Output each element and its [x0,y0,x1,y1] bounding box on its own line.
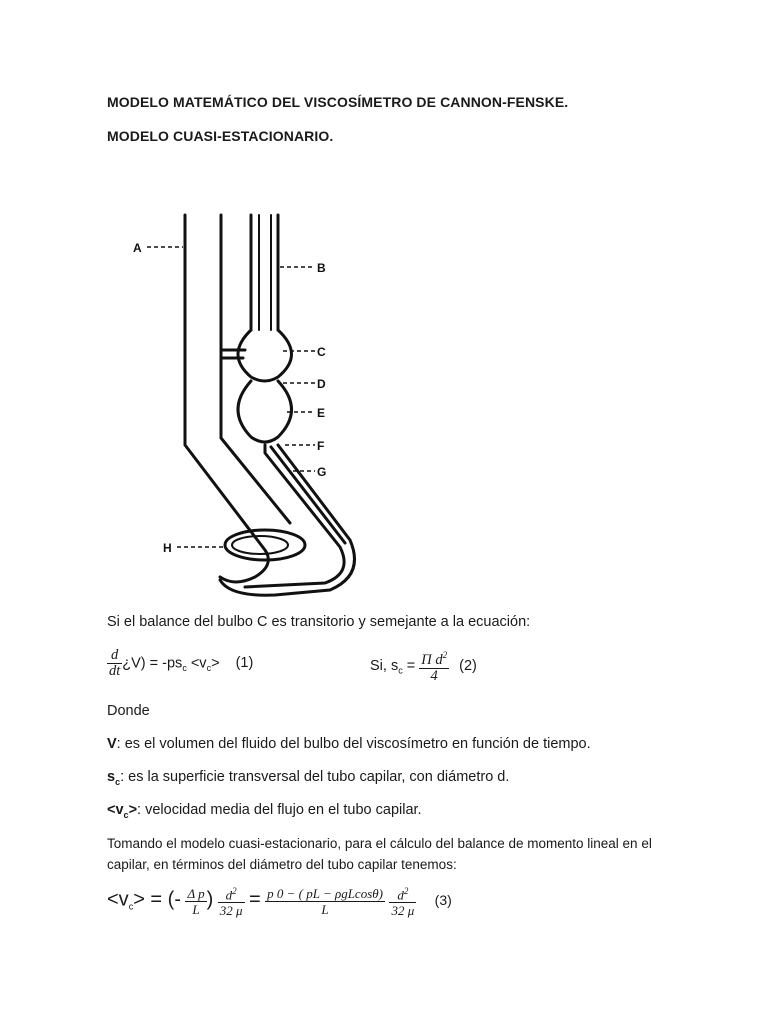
eq2-label: (2) [459,657,477,674]
derivative-fraction [107,648,122,679]
label-f: F [317,439,325,453]
document-subtitle: MODELO CUASI-ESTACIONARIO. [107,128,334,144]
eq3-sup2b: 2 [403,886,409,896]
label-b: B [317,261,326,275]
def-sc-key: s [107,769,116,785]
label-h: H [163,541,172,555]
def-vc-sub: c [123,809,129,820]
eq2-den: 4 [430,667,438,684]
derivative-den: dt [109,663,121,679]
def-vc-text: : velocidad media del flujo en el tubo capilar. [137,802,422,818]
eq2-sup: 2 [442,650,448,660]
eq2-num: Π d [421,651,443,668]
eq1-label: (1) [235,655,254,672]
eq3-dp: Δ p [187,885,205,901]
eq3-L2: L [321,901,329,917]
eq3-close: ) [206,888,214,911]
bulb-h [225,530,305,560]
eq3-label: (3) [434,892,452,909]
intro-text: Si el balance del bulbo C es transitorio y semejante a la ecuación: [107,614,531,630]
def-v-text: : es el volumen del fluido del bulbo del viscosímetro en función de tiempo. [116,736,591,752]
eq1-sub: c [182,663,187,674]
eq2-eq: = [402,657,420,674]
document-title: MODELO MATEMÁTICO DEL VISCOSÍMETRO DE CANNON-FENSKE. [107,94,569,110]
eq3-sup2: 2 [232,886,237,896]
definition-v [107,736,591,752]
eq3-main-fraction [265,886,385,917]
donde-label: Donde [107,703,150,719]
derivative-num: d [107,648,122,664]
eq2-sub: c [398,665,403,676]
eq3-lhs2: > = (- [133,888,181,911]
eq2-fraction [419,648,449,684]
eq1-sub2: c [206,663,212,674]
def-sc-sub: c [115,776,121,787]
label-g: G [317,465,327,479]
eq3-den: 32 μ [219,903,243,919]
definition-vc [107,802,422,820]
eq1-body: ¿V) = -ps [122,655,183,672]
eq3-sub: c [128,901,134,912]
def-sc-text: : es la superficie transversal del tubo capilar, con diámetro d. [120,769,510,785]
eq3-lhs: <v [107,888,129,911]
def-v-key: V [107,736,117,752]
bulb-c [238,330,292,381]
viscometer-diagram [125,205,365,600]
eq3-dp-fraction [185,886,206,917]
label-e: E [317,406,326,420]
eq2-si: Si, s [370,657,399,674]
def-vc-key2: > [128,802,138,818]
eq3-d2b-fraction [389,884,416,918]
definition-sc [107,769,509,787]
equation-2 [370,648,477,684]
eq3-L: L [192,901,200,917]
eq3-d2b: d [397,887,404,903]
label-c: C [317,345,326,359]
eq3-d2-fraction [218,884,245,918]
eq3-denb: 32 μ [391,903,415,919]
paragraph-cuasi: Tomando el modelo cuasi-estacionario, para el cálculo del balance de momento lineal en el capilar, en términos del diámetro del tubo capilar tenemos: [107,836,652,872]
eq3-d2: d [225,887,233,903]
eq3-eq: = [248,888,261,911]
equation-3 [107,884,452,918]
eq1-rest2: > [211,655,220,672]
tube-a-inner [221,215,290,523]
bulb-e [238,381,292,442]
eq3-num2: p 0 − ( pL − ρgLcosθ) [267,885,383,901]
def-vc-key: <v [107,802,124,818]
label-a: A [133,241,142,255]
label-d: D [317,377,326,391]
tube-a-outer [185,215,268,582]
eq1-rest: <v [186,655,207,672]
equation-1 [107,648,253,679]
